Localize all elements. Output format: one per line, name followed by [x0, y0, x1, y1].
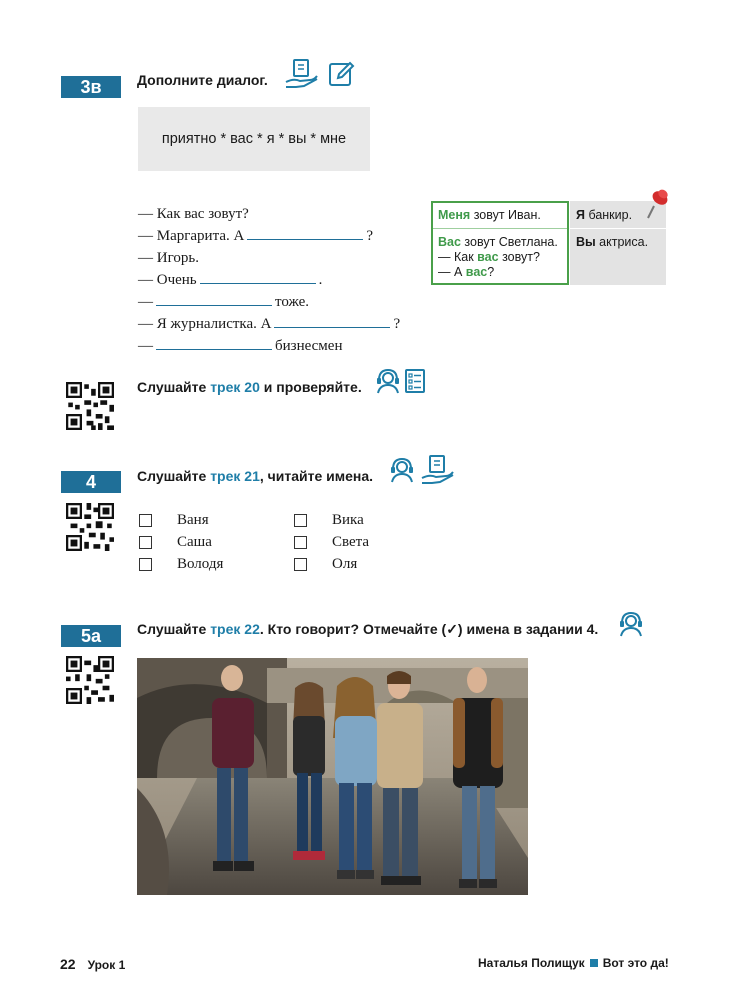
grammar-cell-r2c1 — [433, 233, 563, 282]
checkbox[interactable] — [139, 514, 152, 527]
fill-in-blank[interactable] — [274, 327, 390, 328]
book-hand-icon — [284, 58, 320, 90]
grammar-cell-r2c2 — [571, 233, 653, 252]
grammar-divider-right — [570, 228, 666, 229]
grammar-text: актриса. — [595, 235, 649, 249]
track-link[interactable]: трек 20 — [210, 379, 260, 395]
headphones-icon — [375, 368, 401, 394]
grammar-text: — Как — [438, 250, 478, 264]
dialog-text: — Маргарита. А — [138, 228, 245, 244]
task-3v-instruction: Дополните диалог. — [137, 72, 268, 88]
checkbox[interactable] — [139, 558, 152, 571]
name-option — [294, 509, 369, 531]
highlight-word: вас — [477, 250, 499, 264]
dialog-line — [138, 269, 400, 291]
author-name: Наталья Полищук — [478, 956, 585, 970]
name-label: Вика — [332, 511, 364, 528]
qr-code-icon[interactable] — [66, 382, 114, 430]
name-option — [139, 509, 223, 531]
name-label: Ваня — [177, 511, 209, 528]
grammar-text: ? — [487, 265, 495, 279]
qr-code-icon[interactable] — [66, 503, 114, 551]
instruction-text: Слушайте — [137, 379, 211, 395]
fill-in-blank[interactable] — [200, 283, 316, 284]
pushpin-icon — [646, 186, 672, 220]
task-badge-5a: 5а — [61, 625, 121, 647]
headphones-icon — [389, 457, 415, 483]
checklist-icon — [404, 368, 428, 394]
grammar-text: зовут? — [498, 250, 540, 264]
book-hand-icon — [420, 454, 456, 486]
name-option — [139, 531, 223, 553]
dialog-text: тоже. — [275, 294, 310, 310]
grammar-table — [431, 201, 667, 285]
dialog-line — [138, 203, 400, 225]
grammar-text: банкир. — [584, 208, 633, 222]
fill-in-blank[interactable] — [156, 349, 272, 350]
names-column-2 — [294, 509, 369, 575]
highlight-word: вас — [465, 265, 488, 279]
grammar-divider — [433, 228, 567, 229]
word-bank: приятно * вас * я * вы * мне — [138, 107, 370, 171]
bold-word: Вы — [576, 235, 596, 249]
dialog-text: — Я журналистка. А — [138, 316, 272, 332]
instruction-text: Слушайте — [137, 621, 211, 637]
qr-code-icon[interactable] — [66, 656, 114, 704]
dialog-text: — Как вас зовут? — [138, 206, 249, 222]
dialog-text: — Очень — [138, 272, 197, 288]
checkbox[interactable] — [294, 558, 307, 571]
grammar-text: зовут Иван. — [470, 208, 541, 222]
checkbox[interactable] — [294, 536, 307, 549]
grammar-cell-r1c2 — [571, 206, 637, 225]
dialog-text: — — [138, 338, 153, 354]
task-check-instruction — [137, 379, 362, 395]
book-title: Вот это да! — [602, 956, 669, 970]
lesson-label: Урок 1 — [87, 958, 126, 972]
dialog-text: . — [318, 272, 323, 288]
grammar-text: зовут Светлана. — [460, 235, 558, 249]
name-label: Володя — [177, 555, 224, 572]
name-option — [139, 553, 223, 575]
dialog-line — [138, 291, 400, 313]
grammar-text: — А — [438, 265, 466, 279]
name-option — [294, 531, 369, 553]
dialog-text: бизнесмен — [275, 338, 343, 354]
dialog-line — [138, 247, 400, 269]
instruction-text: . Кто говорит? Отмечайте (✓) имена в задании 4. — [259, 621, 599, 637]
task-4-instruction — [137, 468, 373, 484]
instruction-text: , читайте имена. — [259, 468, 374, 484]
grammar-cell-r1c1 — [433, 206, 546, 225]
dialog-text: ? — [393, 316, 401, 332]
dialog-text: — Игорь. — [138, 250, 199, 266]
task-5a-instruction — [137, 621, 598, 638]
highlight-word: Меня — [438, 208, 471, 222]
name-label: Саша — [177, 533, 212, 550]
track-link[interactable]: трек 22 — [210, 621, 260, 637]
checkbox[interactable] — [294, 514, 307, 527]
checkbox[interactable] — [139, 536, 152, 549]
name-label: Оля — [332, 555, 358, 572]
task-badge-3v: 3в — [61, 76, 121, 98]
name-label: Света — [332, 533, 370, 550]
dialog-line — [138, 335, 400, 357]
dialog-exercise — [138, 203, 400, 357]
dialog-line — [138, 225, 400, 247]
instruction-text: Слушайте — [137, 468, 211, 484]
pencil-icon — [328, 60, 356, 88]
dialog-text: ? — [366, 228, 373, 244]
bold-word: Я — [576, 208, 585, 222]
students-photo — [137, 658, 528, 895]
fill-in-blank[interactable] — [247, 239, 363, 240]
dialog-text: — — [138, 294, 153, 310]
highlight-word: Вас — [438, 235, 461, 249]
page-number: 22 — [60, 956, 76, 972]
fill-in-blank[interactable] — [156, 305, 272, 306]
footer-left — [60, 956, 125, 972]
task-badge-4: 4 — [61, 471, 121, 493]
track-link[interactable]: трек 21 — [210, 468, 260, 484]
dialog-line — [138, 313, 400, 335]
headphones-icon — [618, 611, 644, 637]
name-option — [294, 553, 369, 575]
names-column-1 — [139, 509, 223, 575]
instruction-text: и проверяйте. — [259, 379, 362, 395]
separator-square-icon — [590, 959, 598, 967]
footer-right — [478, 956, 669, 970]
